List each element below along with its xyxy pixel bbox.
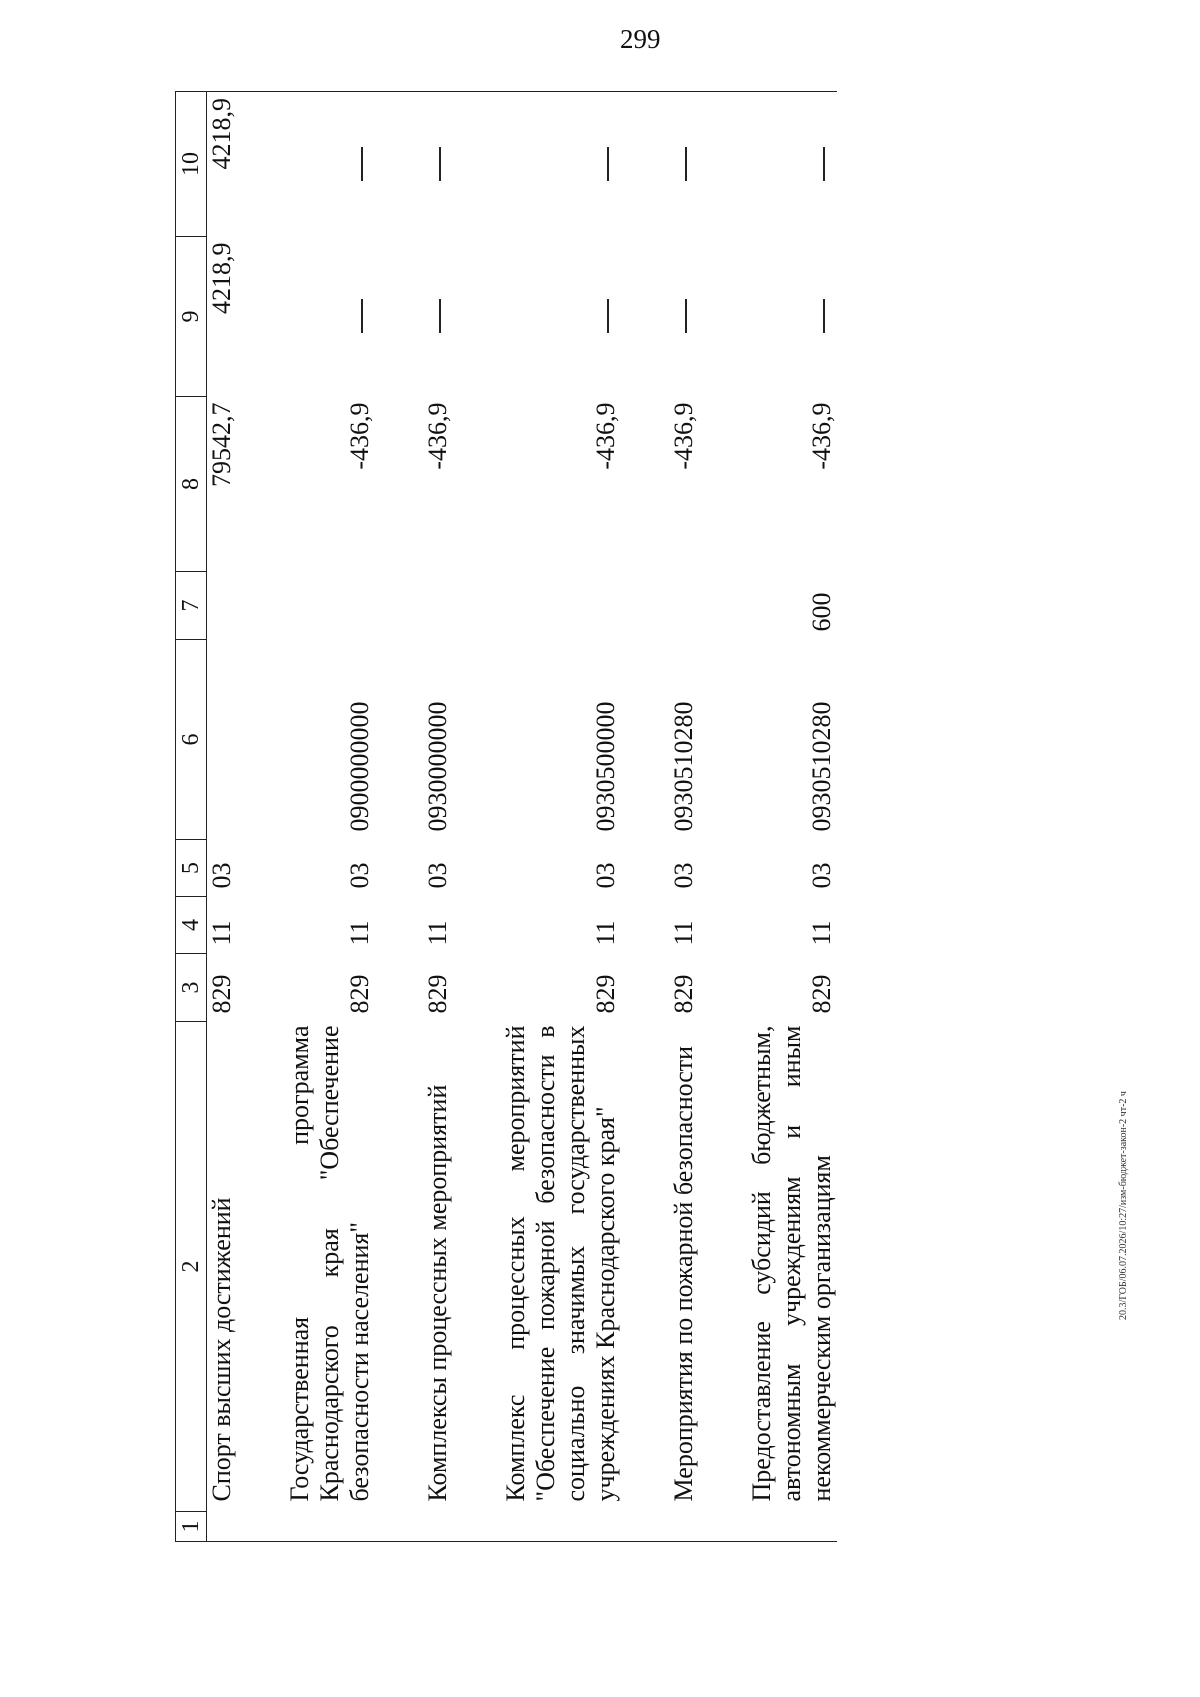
- row-amount-col8: -436,9: [423, 402, 452, 470]
- column-header: 10: [176, 92, 207, 237]
- row-name: Спорт высших достижений: [207, 1197, 236, 1502]
- row-target-code: 0930510280: [807, 701, 836, 832]
- row-ministry-code: 829: [345, 974, 374, 1014]
- row-target-code: 0900000000: [345, 701, 374, 832]
- dash-mark: [823, 147, 825, 181]
- row-subsection-code: 03: [345, 862, 374, 889]
- row-expense-type-code: [375, 572, 453, 640]
- dash-mark: [685, 300, 687, 334]
- column-header: 3: [176, 954, 207, 1022]
- table-row: [453, 92, 621, 1542]
- row-col1-blank: [453, 1512, 621, 1542]
- row-col1-blank: [621, 1512, 699, 1542]
- row-section-code: 11: [207, 920, 236, 946]
- row-amount-col10: [237, 92, 375, 237]
- row-amount-col10: 4218,9: [207, 92, 238, 237]
- table-row: [621, 92, 699, 1542]
- row-expense-type-code: [621, 572, 699, 640]
- row-section-code: 11: [423, 920, 452, 946]
- column-header: 7: [176, 572, 207, 640]
- column-header: 5: [176, 840, 207, 897]
- row-col1-blank: [699, 1512, 837, 1542]
- row-subsection-code: 03: [207, 862, 236, 889]
- row-col1-blank: [207, 1512, 238, 1542]
- row-target-code: 0930500000: [591, 701, 620, 832]
- row-ministry-code: 829: [423, 974, 452, 1014]
- row-subsection-code: 03: [669, 862, 698, 889]
- row-subsection-code: 03: [807, 862, 836, 889]
- row-amount-col10: [621, 92, 699, 237]
- row-amount-col10: [453, 92, 621, 237]
- column-header: 6: [176, 640, 207, 840]
- row-col1-blank: [237, 1512, 375, 1542]
- page-number: 299: [620, 24, 661, 54]
- table-row: [207, 92, 238, 1542]
- row-section-code: 11: [669, 920, 698, 946]
- dash-mark: [439, 147, 441, 181]
- table-row: [237, 92, 375, 1542]
- budget-table-container: [175, 92, 837, 1542]
- row-ministry-code: 829: [669, 974, 698, 1014]
- row-target-code: [207, 640, 238, 840]
- row-amount-col9: [453, 237, 621, 397]
- row-ministry-code: 829: [807, 974, 836, 1014]
- document-footer-code: 20.3/ГОБ/06.07.2026/10:27/изм-бюджет-закон-2 чт-2 ч: [1118, 1091, 1129, 1320]
- row-name: Комплекс процессных мероприятий "Обеспечение пожарной безопасности в социально значимых государственных учреждениях Краснодарского края": [501, 1025, 620, 1502]
- table-body: [207, 92, 838, 1542]
- row-expense-type-code: [237, 572, 375, 640]
- row-expense-type-code: 600: [807, 592, 836, 632]
- row-amount-col9: 4218,9: [207, 242, 236, 314]
- row-target-code: 0930510280: [669, 701, 698, 832]
- table-header-row: [176, 92, 207, 1542]
- row-amount-col9: [699, 237, 837, 397]
- row-section-code: 11: [591, 920, 620, 946]
- row-subsection-code: 03: [423, 862, 452, 889]
- row-section-code: 11: [345, 920, 374, 946]
- dash-mark: [607, 300, 609, 334]
- dash-mark: [439, 300, 441, 334]
- row-ministry-code: 829: [591, 974, 620, 1014]
- row-expense-type-code: [207, 572, 238, 640]
- row-amount-col10: [375, 92, 453, 237]
- row-amount-col9: [237, 237, 375, 397]
- table-row: [375, 92, 453, 1542]
- column-header: 8: [176, 397, 207, 572]
- column-header: 2: [176, 1022, 207, 1512]
- row-amount-col8: -436,9: [807, 402, 836, 470]
- dash-mark: [607, 147, 609, 181]
- row-target-code: 0930000000: [423, 701, 452, 832]
- row-col1-blank: [375, 1512, 453, 1542]
- row-section-code: 11: [807, 920, 836, 946]
- row-amount-col8: -436,9: [669, 402, 698, 470]
- row-amount-col8: -436,9: [345, 402, 374, 470]
- dash-mark: [823, 300, 825, 334]
- row-ministry-code: 829: [207, 974, 236, 1014]
- dash-mark: [685, 147, 687, 181]
- column-header: 1: [176, 1512, 207, 1542]
- row-name: Мероприятия по пожарной безопасности: [669, 1045, 698, 1502]
- row-amount-col9: [621, 237, 699, 397]
- row-subsection-code: 03: [591, 862, 620, 889]
- dash-mark: [361, 300, 363, 334]
- column-header: 4: [176, 897, 207, 954]
- row-amount-col8: 79542,7: [207, 402, 236, 487]
- row-amount-col10: [699, 92, 837, 237]
- column-header: 9: [176, 237, 207, 397]
- table-row: [699, 92, 837, 1542]
- row-name: Предоставление субсидий бюджетным, автономным учреждениям и иным некоммерческим организациям: [747, 1025, 836, 1502]
- row-amount-col9: [375, 237, 453, 397]
- budget-table: [175, 91, 837, 1542]
- row-amount-col8: -436,9: [591, 402, 620, 470]
- dash-mark: [361, 147, 363, 181]
- row-name: Комплексы процессных мероприятий: [423, 1084, 452, 1502]
- row-name: Государственная программа Краснодарского края "Обеспечение безопасности населения": [285, 1025, 374, 1502]
- row-expense-type-code: [453, 572, 621, 640]
